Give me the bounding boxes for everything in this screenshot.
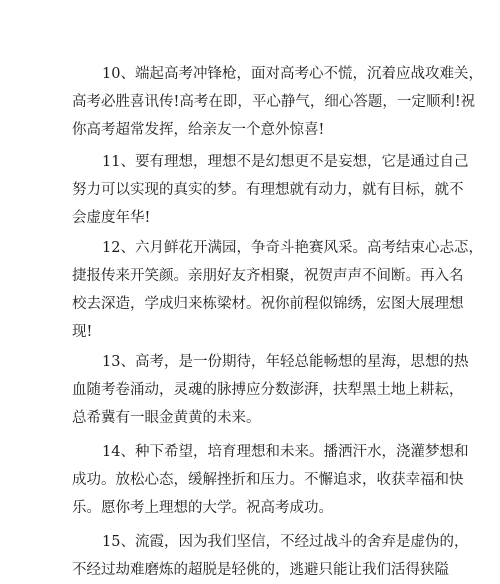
paragraph-line: 校去深造，学成归来栋梁材。祝你前程似锦绣，宏图大展理想 [72,296,464,312]
paragraph-10 [72,60,483,144]
paragraph-line: 高考必胜喜讯传!高考在即，平心静气，细心答题，一定顺利!祝 [72,94,476,110]
paragraph-13 [72,348,469,432]
paragraph-line: 成功。放松心态，缓解挫折和压力。不懈追求，收获幸福和快 [72,472,464,488]
paragraph-line: 10、端起高考冲锋枪，面对高考心不慌，沉着应战攻难关， [102,66,483,82]
paragraph-line: 不经过劫难磨炼的超脱是轻佻的，逃避只能让我们活得狭隘 [72,562,449,578]
paragraph-line: 乐。愿你考上理想的大学。祝高考成功。 [72,500,333,516]
paragraph-line: 血随考卷涌动，灵魂的脉搏应分数澎湃，扶犁黑土地上耕耘， [72,382,464,398]
paragraph-12 [72,234,483,346]
paragraph-11 [72,148,469,232]
paragraph-line: 你高考超常发挥，给亲友一个意外惊喜! [72,122,325,138]
paragraph-line: 现! [72,324,93,340]
paragraph-line: 努力可以实现的真实的梦。有理想就有动力，就有目标，就不 [72,182,464,198]
paragraph-line: 12、六月鲜花开满园，争奇斗艳赛风采。高考结束心忐忑， [102,240,483,256]
paragraph-15 [72,528,469,578]
paragraph-line: 捷报传来开笑颜。亲朋好友齐相聚，祝贺声声不间断。再入名 [72,268,464,284]
paragraph-line: 总希冀有一眼金黄黄的未来。 [72,410,261,426]
paragraph-line: 11、要有理想，理想不是幻想更不是妄想，它是通过自己 [102,154,469,170]
paragraph-line: 14、种下希望，培育理想和未来。播洒汗水，浇灌梦想和 [102,444,469,460]
paragraph-line: 15、流霞，因为我们坚信，不经过战斗的舍弃是虚伪的， [102,534,469,550]
paragraph-14 [72,438,469,522]
paragraph-line: 会虚度年华! [72,210,151,226]
paragraph-line: 13、高考，是一份期待，年轻总能畅想的星海，思想的热 [102,354,469,370]
